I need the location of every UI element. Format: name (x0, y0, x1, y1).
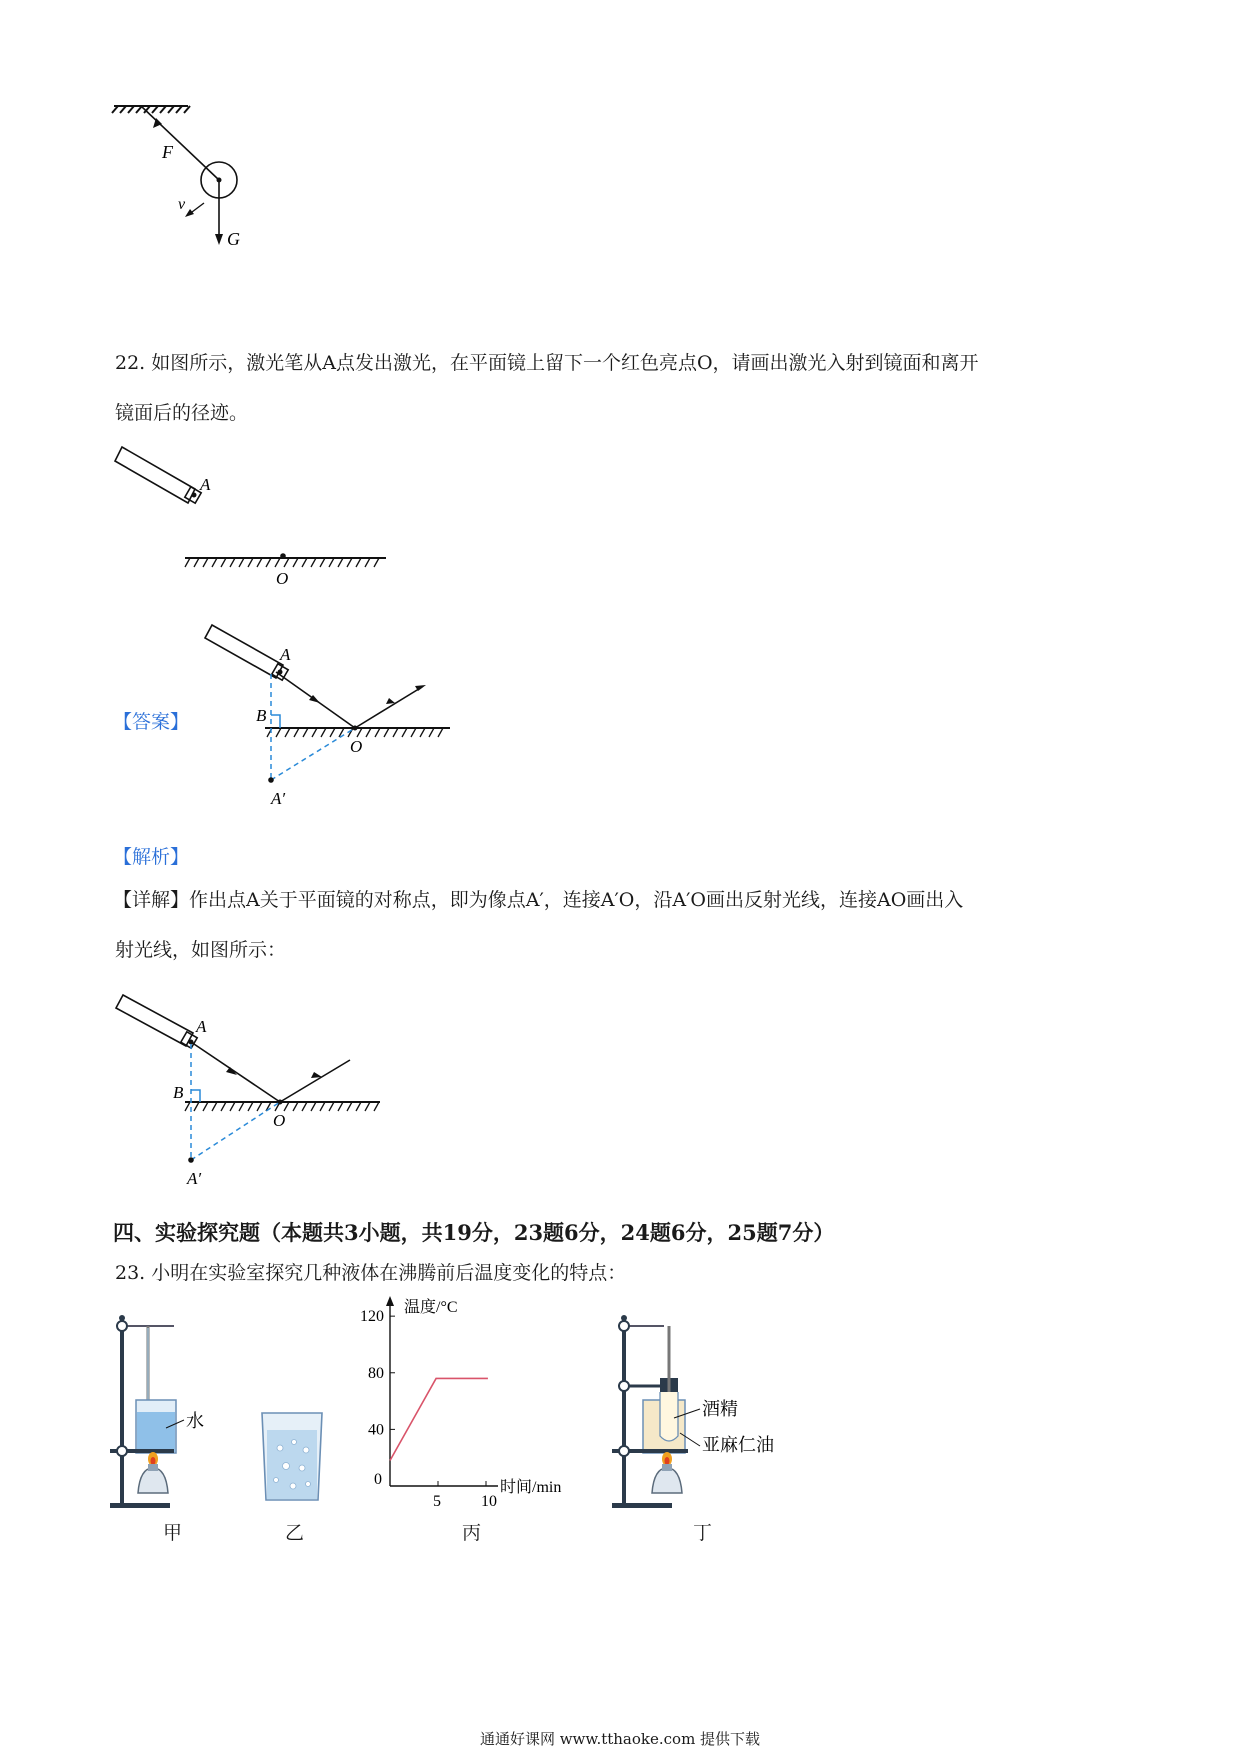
q22-label-A: A (200, 475, 211, 494)
chart-x-tick-label: 10 (481, 1493, 497, 1510)
analysis-tag: 【解析】 (113, 846, 190, 868)
answer-tag: 【答案】 (113, 711, 190, 733)
chart-x-tick-label: 0 (374, 1471, 382, 1488)
analysis-label-B: B (173, 1083, 184, 1102)
analysis-detail (113, 891, 963, 910)
caption-bing: 丙 (462, 1522, 482, 1544)
q22-label-O: O (276, 569, 289, 588)
beaker-yi (258, 1408, 328, 1508)
analysis-line2: 射光线，如图所示： (115, 939, 287, 961)
analysis-label-A-prime: A′ (187, 1169, 202, 1188)
chart-x-tick-label: 5 (433, 1493, 441, 1510)
chart-y-tick-label: 120 (360, 1308, 384, 1326)
answer-label-B: B (256, 706, 267, 725)
chart-bing (350, 1288, 600, 1513)
section4-heading: 四、实验探究题（本题共3小题，共19分，23题6分，24题6分，25题7分） (113, 1220, 835, 1245)
analysis-figure (110, 990, 400, 1190)
label-G: G (227, 229, 240, 249)
caption-ding: 丁 (693, 1522, 713, 1544)
force-diagram (100, 95, 300, 285)
analysis-label-O: O (273, 1111, 286, 1130)
answer-label-A-prime: A′ (271, 789, 286, 808)
label-F: F (162, 142, 173, 162)
caption-yi: 乙 (285, 1522, 305, 1544)
chart-ylabel: 温度/°C (404, 1299, 458, 1316)
answer-figure (200, 615, 460, 815)
detail-tag: 【详解】 (113, 889, 190, 911)
q22-figure (110, 440, 410, 600)
analysis-line1: 作出点A关于平面镜的对称点，即为像点A′，连接A′O，沿A′O画出反射光线，连接AO画出入 (189, 889, 964, 911)
chart-y-tick-label: 40 (368, 1421, 384, 1439)
q22-line2: 镜面后的径迹。 (115, 402, 249, 424)
answer-label-A: A (280, 645, 291, 664)
apparatus-ding (610, 1308, 810, 1513)
chart-y-tick-label: 80 (368, 1364, 384, 1382)
label-oil: 亚麻仁油 (702, 1435, 774, 1455)
page-footer: 通通好课网 www.tthaoke.com 提供下载 (479, 1730, 761, 1748)
apparatus-jia (108, 1308, 238, 1513)
label-v: v (178, 196, 186, 213)
q23-line1: 23. 小明在实验室探究几种液体在沸腾前后温度变化的特点： (115, 1262, 627, 1284)
chart-xlabel: 时间/min (500, 1479, 562, 1496)
label-water: 水 (186, 1411, 204, 1431)
caption-jia: 甲 (163, 1522, 183, 1544)
chart-series-line (390, 1378, 488, 1460)
q22-line1: 22. 如图所示，激光笔从A点发出激光，在平面镜上留下一个红色亮点O，请画出激光入射到镜面和离开 (115, 352, 979, 374)
analysis-label-A: A (196, 1017, 207, 1036)
answer-label-O: O (350, 737, 363, 756)
label-alcohol: 酒精 (702, 1399, 738, 1419)
